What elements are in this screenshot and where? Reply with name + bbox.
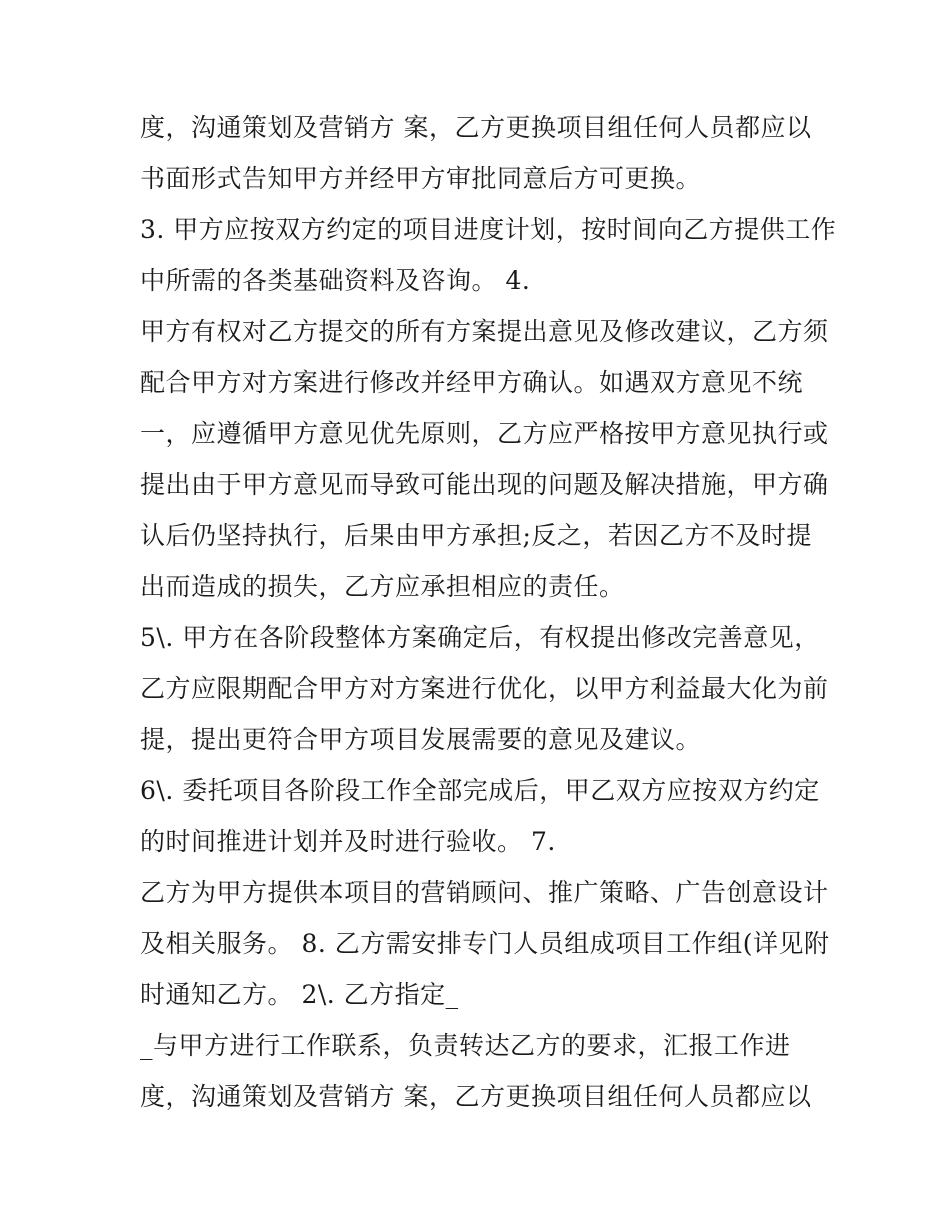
text-line: 的时间推进计划并及时进行验收。 7.	[140, 827, 556, 856]
text-line: 乙方应限期配合甲方对方案进行优化，以甲方利益最大化为前	[140, 674, 829, 703]
text-line: 提，提出更符合甲方项目发展需要的意见及建议。	[140, 725, 702, 754]
text-line: 配合甲方对方案进行修改并经甲方确认。如遇双方意见不统	[140, 368, 804, 397]
text-line: 中所需的各类基础资料及咨询。 4.	[140, 266, 531, 295]
text-line: 时通知乙方。 2\. 乙方指定_	[140, 980, 459, 1009]
text-line: 书面形式告知甲方并经甲方审批同意后方可更换。	[140, 164, 702, 193]
text-line: _与甲方进行工作联系，负责转达乙方的要求，汇报工作进	[140, 1031, 791, 1060]
text-line: 出而造成的损失，乙方应承担相应的责任。	[140, 572, 625, 601]
text-line: 甲方有权对乙方提交的所有方案提出意见及修改建议，乙方须	[140, 317, 829, 346]
text-line: 乙方为甲方提供本项目的营销顾问、推广策略、广告创意设计	[140, 878, 829, 907]
text-line: 5\. 甲方在各阶段整体方案确定后，有权提出修改完善意见，	[140, 623, 820, 652]
text-line: 度，沟通策划及营销方 案，乙方更换项目组任何人员都应以	[140, 113, 812, 142]
text-line: 3. 甲方应按双方约定的项目进度计划，按时间向乙方提供工作	[140, 215, 837, 244]
text-line: 及相关服务。 8. 乙方需安排专门人员组成项目工作组(详见附	[140, 929, 830, 958]
text-line: 6\. 委托项目各阶段工作全部完成后，甲乙双方应按双方约定	[140, 776, 820, 805]
text-line: 一，应遵循甲方意见优先原则，乙方应严格按甲方意见执行或	[140, 419, 829, 448]
text-line: 认后仍坚持执行，后果由甲方承担;反之，若因乙方不及时提	[140, 521, 812, 550]
text-line: 度，沟通策划及营销方 案，乙方更换项目组任何人员都应以	[140, 1082, 812, 1111]
text-line: 提出由于甲方意见而导致可能出现的问题及解决措施，甲方确	[140, 470, 829, 499]
